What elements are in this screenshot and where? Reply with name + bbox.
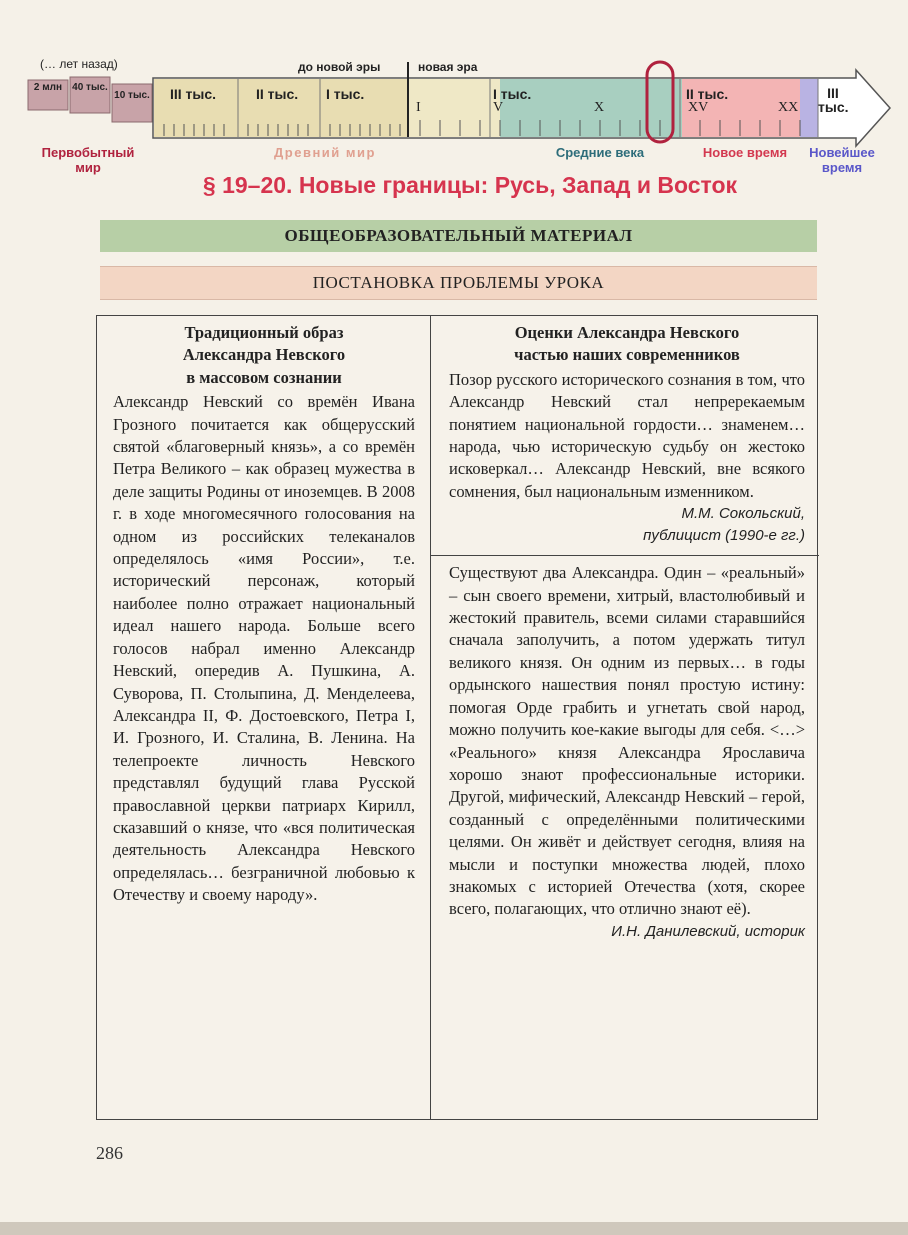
sokolsky-quote: Позор русского исторического сознания в том, что Александр Невский стал непререкаемым понятием национальной гордости… знаменем… народа, чью историческую судьбу он жестоко исковеркал… Александр Невский, вне всякого сомнения, был национальным изменником. <box>449 369 805 501</box>
historical-timeline <box>0 0 908 180</box>
era-primitive-label: Первобытный мир <box>41 145 135 175</box>
century-mark-5: V <box>493 100 504 115</box>
millennium-label-3ad: III тыс. <box>818 85 849 115</box>
era-new-time-label: Новое время <box>702 145 788 160</box>
danilevsky-quote: Существуют два Александра. Один – «реальный» – сын своего времени, хитрый, властолюбивый и жестокий правитель, всеми силами старавшийся сначала заполучить, а потом удержать титул великого князя. Он одним из первых… в годы ордынского нашествия понял простую истину: помогая Орде грабить и угнетать свой народ, можно получить кое-какие выгоды для себя. <…> «Реального» князя Александра Ярославича хорошо знают профессиональные историки. Другой, мифический, Александр Невский – герой, созданный с определёнными политическими целями. Он живёт и действует сегодня, влияя на мысли и поступки множества людей, плохо знакомых с историей Отечества (хотя, скорее всего, полагающих, что отлично знают её). <box>449 563 805 919</box>
ad-label: новая эра <box>418 60 478 74</box>
millennium-label-1ad: I тыс. <box>493 86 532 102</box>
millennium-label-2bc: II тыс. <box>256 86 299 102</box>
modern-assessments-column <box>449 322 805 943</box>
sources-table <box>96 315 818 1120</box>
page-edge <box>0 1222 908 1235</box>
quote-separator <box>431 555 819 556</box>
sokolsky-attribution-role: публицист (1990-е гг.) <box>643 527 805 545</box>
century-mark-1: I <box>416 100 421 115</box>
century-mark-10: X <box>594 100 605 115</box>
left-column-text: Александр Невский со времён Ивана Грозного почитается как общерусский святой «благоверный князь», а со времён Петра Великого – как образец мужества в деле защиты Родины от иноземцев. В 2008 г. в ходе многомесячного голосования на одном из российских телеканалов определялось «имя России», т.е. исторический персонаж, который наиболее полно отражает национальный идеал нашего народа. Больше всего голосов набрал именно Александр Невский, опередив А. Пушкина, А. Суворова, П. Столыпина, Д. Менделеева, Александра II, Ф. Достоевского, Петра I, И. Грозного, И. Сталина, В. Ленина. На телепроекте личность Невского представлял будущий глава Русской православной церкви патриарх Кирилл, сказавший о князе, что «вся политическая деятельность Александра Невского определялась… безграничной любовью к Отечеству и своему народу». <box>113 392 415 905</box>
prehistoric-label-1: 2 млн <box>33 82 63 93</box>
prehistoric-label-2: 40 тыс. <box>72 82 108 93</box>
century-mark-15: XV <box>688 100 709 115</box>
era-newest-time-label: Новейшее время <box>809 145 875 175</box>
bc-label: до новой эры <box>298 60 381 74</box>
paragraph-title: § 19–20. Новые границы: Русь, Запад и Восток <box>202 172 738 198</box>
millennium-label-2ad: II тыс. <box>686 86 729 102</box>
page-number: 286 <box>96 1143 123 1163</box>
right-column-heading: Оценки Александра Невского частью наших современников <box>514 323 740 365</box>
timeline-bar <box>0 0 908 150</box>
traditional-image-column <box>113 322 415 907</box>
century-mark-20: XX <box>778 100 799 115</box>
danilevsky-attribution: И.Н. Данилевский, историк <box>611 922 805 940</box>
left-column-heading: Традиционный образ Александра Невского в массовом сознании <box>182 323 346 387</box>
years-ago-label: (… лет назад) <box>40 57 118 71</box>
era-ancient-label: Древний мир <box>274 145 376 160</box>
column-divider <box>430 316 431 1119</box>
era-middle-ages-label: Средние века <box>555 145 645 160</box>
sokolsky-attribution-name: М.М. Сокольский, <box>681 505 805 523</box>
prehistoric-label-3: 10 тыс. <box>114 90 150 101</box>
early-ad-fill <box>408 79 500 137</box>
general-material-band: ОБЩЕОБРАЗОВАТЕЛЬНЫЙ МАТЕРИАЛ <box>100 220 817 252</box>
newest-time-fill <box>800 79 818 137</box>
problem-statement-band: ПОСТАНОВКА ПРОБЛЕМЫ УРОКА <box>100 266 817 300</box>
millennium-label-3bc: III тыс. <box>170 86 217 102</box>
millennium-label-1bc: I тыс. <box>326 86 365 102</box>
